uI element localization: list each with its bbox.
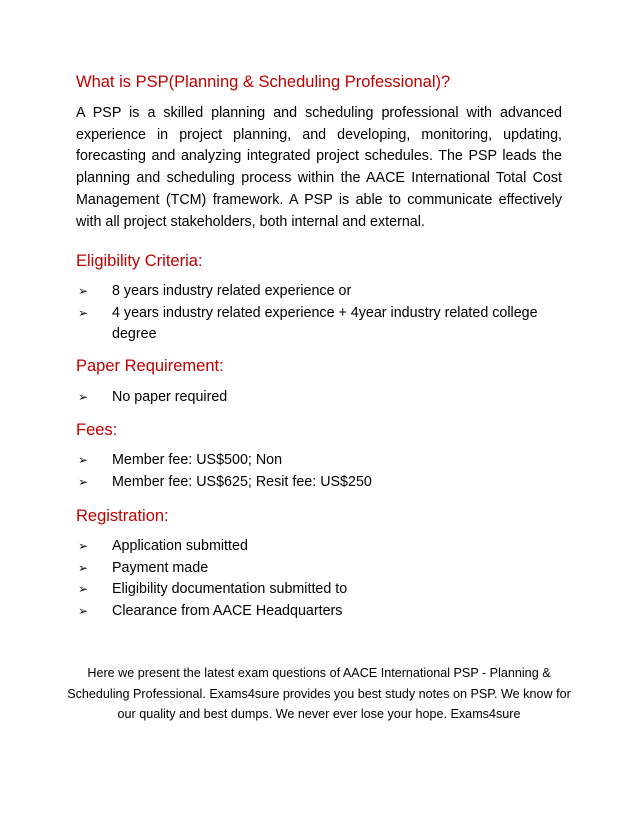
- list-item: ➢ Member fee: US$625; Resit fee: US$250: [78, 472, 548, 494]
- registration-heading: Registration:: [76, 507, 169, 525]
- list-item: ➢ Payment made: [78, 558, 548, 580]
- arrow-bullet-icon: ➢: [78, 390, 89, 404]
- list-item: ➢ Application submitted: [78, 536, 548, 558]
- eligibility-heading: Eligibility Criteria:: [76, 252, 203, 270]
- arrow-bullet-icon: ➢: [78, 560, 89, 575]
- registration-list: [78, 536, 548, 622]
- paper-heading: Paper Requirement:: [76, 357, 224, 375]
- arrow-bullet-icon: ➢: [78, 603, 89, 618]
- footer-note: Here we present the latest exam questions of AACE International PSP - Planning & Scheduling Professional. Exams4sure provides you best study notes on PSP. We know for our quality and best dumps. We never ever lose your hope. Exams4sure: [67, 666, 571, 721]
- fees-heading: Fees:: [76, 421, 118, 439]
- eligibility-list: [78, 281, 548, 346]
- arrow-bullet-icon: ➢: [78, 582, 89, 596]
- list-item: ➢ Member fee: US$500; Non: [78, 450, 548, 472]
- arrow-bullet-icon: ➢: [78, 305, 89, 320]
- list-item: ➢ 4 years industry related experience + 4year industry related college degree: [78, 304, 538, 342]
- paper-list: [78, 387, 548, 409]
- arrow-bullet-icon: ➢: [78, 453, 89, 467]
- intro-paragraph: A PSP is a skilled planning and scheduling professional with advanced experience in project planning, and developing, monitoring, updating, forecasting and analyzing integrated project schedules. The PSP leads the planning and scheduling process within the AACE International Total Cost Management (TCM) framework. A PSP is able to communicate effectively with all project stakeholders, both internal and external.: [76, 105, 562, 230]
- arrow-bullet-icon: ➢: [78, 474, 89, 489]
- list-item: ➢ Eligibility documentation submitted to: [78, 579, 548, 601]
- page-title: What is PSP(Planning & Scheduling Professional)?: [76, 73, 451, 91]
- arrow-bullet-icon: ➢: [78, 539, 89, 553]
- list-item: ➢ Clearance from AACE Headquarters: [78, 601, 548, 623]
- list-item: ➢ No paper required: [78, 387, 548, 409]
- fees-list: [78, 450, 548, 493]
- list-item: ➢ 8 years industry related experience or: [78, 281, 548, 303]
- arrow-bullet-icon: ➢: [78, 284, 89, 298]
